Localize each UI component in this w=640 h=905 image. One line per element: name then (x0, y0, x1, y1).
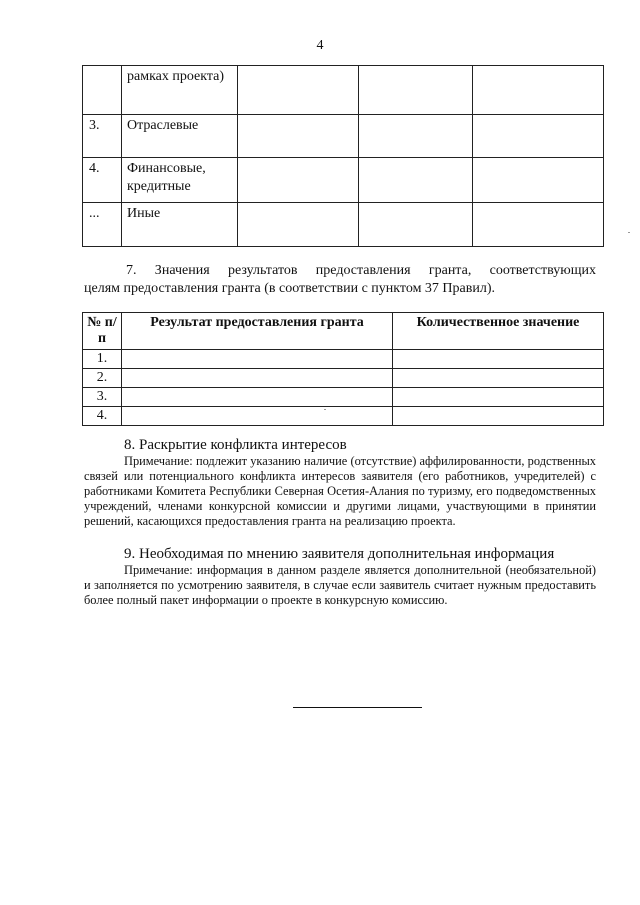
section-7-line-2: целям предоставления гранта (в соответствии с пунктом 37 Правил). (84, 281, 495, 296)
row-number: 1. (83, 350, 122, 369)
results-table (82, 312, 604, 426)
empty-cell (238, 158, 359, 203)
row-number: 3. (83, 388, 122, 407)
table-header-row (83, 313, 604, 350)
row-number: ... (83, 203, 122, 247)
section-8-note (84, 454, 596, 529)
table-row (83, 158, 604, 203)
section-7-line-1: 7. Значения результатов предоставления гранта, соответствующих (126, 263, 596, 278)
empty-cell (473, 203, 604, 247)
table-row (83, 407, 604, 426)
row-number (83, 66, 122, 115)
quantity-cell (393, 407, 604, 426)
section-9 (84, 546, 596, 608)
empty-cell (238, 115, 359, 158)
empty-cell (359, 158, 473, 203)
empty-cell (359, 66, 473, 115)
table-row (83, 388, 604, 407)
quantity-cell (393, 388, 604, 407)
section-7-text (84, 262, 596, 298)
empty-cell (473, 66, 604, 115)
sources-table (82, 65, 604, 247)
section-9-note (84, 563, 596, 608)
row-name: Отраслевые (122, 115, 238, 158)
empty-cell (473, 115, 604, 158)
empty-cell (359, 203, 473, 247)
column-header-quantity: Количественное значение (393, 313, 604, 350)
empty-cell (238, 66, 359, 115)
table-row (83, 115, 604, 158)
section-9-heading: 9. Необходимая по мнению заявителя дополнительная информация (124, 546, 555, 562)
row-number: 2. (83, 369, 122, 388)
row-number: 4. (83, 158, 122, 203)
column-header-number: № п/п (83, 313, 122, 350)
section-9-note-text: Примечание: информация в данном разделе является дополнительной (необязательной) и заполняется по усмотрению заявителя, в случае если заявитель считает нужным предоставить более полный пакет информации о проекте в конкурсную комиссию. (84, 563, 596, 607)
section-8-note-text: Примечание: подлежит указанию наличие (отсутствие) аффилированности, родственных связей или потенциального конфликта интересов заявителя (его работников, учредителей) с работниками Комитета Республики Северная Осетия-Алания по туризму, его подведомственных учреждений, членами конкурсной комиссии и другими лицами, участвующими в принятии решений, касающихся предоставления гранта на реализацию проекта. (84, 454, 596, 528)
separator-line (293, 707, 422, 708)
row-name: рамках проекта) (122, 66, 238, 115)
table-row (83, 369, 604, 388)
page-number: 4 (316, 38, 324, 53)
table-row (83, 350, 604, 369)
section-8 (84, 437, 596, 529)
scan-mark (628, 232, 630, 233)
result-cell (122, 388, 393, 407)
row-number: 3. (83, 115, 122, 158)
quantity-cell (393, 350, 604, 369)
result-cell (122, 369, 393, 388)
table-row (83, 66, 604, 115)
result-cell (122, 407, 393, 426)
column-header-result: Результат предоставления гранта (122, 313, 393, 350)
row-name: Финансовые, кредитные (122, 158, 238, 203)
empty-cell (238, 203, 359, 247)
row-number: 4. (83, 407, 122, 426)
empty-cell (359, 115, 473, 158)
empty-cell (473, 158, 604, 203)
quantity-cell (393, 369, 604, 388)
scan-mark (324, 409, 326, 410)
section-8-heading: 8. Раскрытие конфликта интересов (124, 437, 347, 453)
row-name: Иные (122, 203, 238, 247)
result-cell (122, 350, 393, 369)
table-row (83, 203, 604, 247)
